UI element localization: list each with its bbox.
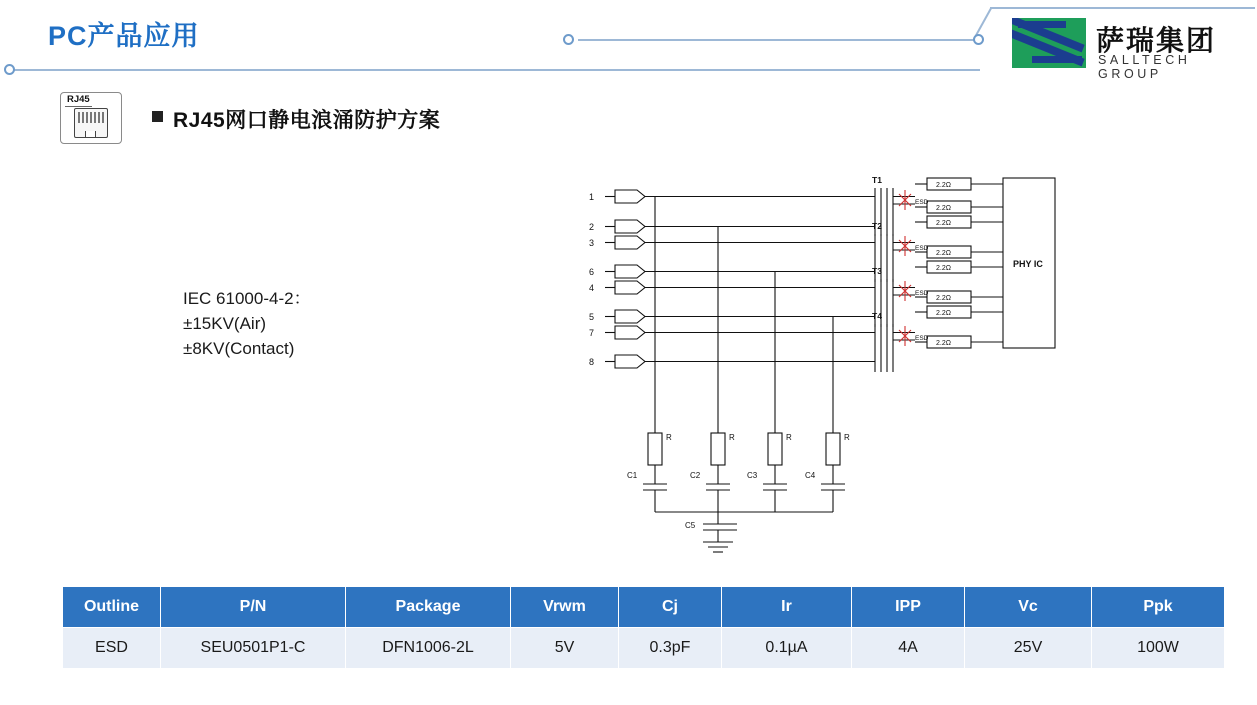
table-header-package: Package xyxy=(346,587,511,628)
cell-ipp: 4A xyxy=(852,628,965,669)
rc-network xyxy=(648,433,840,465)
transformer-label-t4: T4 xyxy=(872,311,882,321)
resistor-ref-1: R xyxy=(666,433,672,442)
resistor-ref-4: R xyxy=(844,433,850,442)
transformer-label-t3: T3 xyxy=(872,266,882,276)
resistor-value-7: 2.2Ω xyxy=(936,310,951,317)
cap-label-c2: C2 xyxy=(690,471,701,480)
section-bullet-icon xyxy=(152,111,163,122)
cap-label-c5: C5 xyxy=(685,521,696,530)
resistor-value-1: 2.2Ω xyxy=(936,182,951,189)
pin-label-7: 7 xyxy=(589,328,595,338)
cap-label-c1: C1 xyxy=(627,471,638,480)
header-rule-bottom xyxy=(10,69,980,71)
table-header-ir: Ir xyxy=(722,587,852,628)
rj45-protection-schematic xyxy=(575,168,1075,558)
logo-mark-icon xyxy=(1012,18,1086,68)
rj45-icon-body xyxy=(74,108,108,138)
esd-label-2: ESD xyxy=(915,245,929,252)
esd-label-4: ESD xyxy=(915,335,929,342)
table-header-vrwm: Vrwm xyxy=(511,587,619,628)
table-header-vc: Vc xyxy=(965,587,1092,628)
table-header-row xyxy=(63,587,1225,628)
connector-pins xyxy=(615,190,645,368)
table-header-ipp: IPP xyxy=(852,587,965,628)
header-rule-top xyxy=(990,7,1255,9)
spec-note-line-2: ±15KV(Air) xyxy=(183,314,267,333)
cell-cj: 0.3pF xyxy=(619,628,722,669)
page-title: PC产品应用 xyxy=(48,21,200,51)
resistor-value-3: 2.2Ω xyxy=(936,220,951,227)
resistor-value-4: 2.2Ω xyxy=(936,250,951,257)
esd-devices xyxy=(899,190,911,346)
decorative-node-right-icon xyxy=(973,34,984,45)
cell-ir: 0.1µA xyxy=(722,628,852,669)
company-logo xyxy=(1012,18,1245,81)
transformer-label-t1: T1 xyxy=(872,175,882,185)
series-resistors xyxy=(927,178,971,348)
cell-ppk: 100W xyxy=(1092,628,1225,669)
transformer-label-t2: T2 xyxy=(872,221,882,231)
specification-table xyxy=(62,586,1225,669)
pin-label-5: 5 xyxy=(589,312,595,322)
decorative-node-left-icon xyxy=(4,64,15,75)
rj45-connector-icon xyxy=(60,92,122,144)
pin-label-8: 8 xyxy=(589,357,595,367)
table-header-pn: P/N xyxy=(161,587,346,628)
resistor-value-2: 2.2Ω xyxy=(936,205,951,212)
pin-label-1: 1 xyxy=(589,192,595,202)
cell-vrwm: 5V xyxy=(511,628,619,669)
resistor-ref-3: R xyxy=(786,433,792,442)
cell-package: DFN1006-2L xyxy=(346,628,511,669)
cell-vc: 25V xyxy=(965,628,1092,669)
spec-note-line-1: IEC 61000-4-2： xyxy=(183,289,311,308)
pin-label-6: 6 xyxy=(589,267,595,277)
transformer-T4 xyxy=(875,324,915,372)
phy-ic-label: PHY IC xyxy=(1013,259,1043,269)
cap-label-c3: C3 xyxy=(747,471,758,480)
logo-chinese-name: 萨瑞集团 xyxy=(1096,25,1217,56)
spec-note xyxy=(183,286,311,361)
table-header-cj: Cj xyxy=(619,587,722,628)
header-rule-middle xyxy=(578,39,980,41)
pin-label-3: 3 xyxy=(589,238,595,248)
spec-note-line-3: ±8KV(Contact) xyxy=(183,339,295,358)
resistor-value-5: 2.2Ω xyxy=(936,265,951,272)
rj45-icon-label: RJ45 xyxy=(67,94,90,105)
resistor-value-6: 2.2Ω xyxy=(936,295,951,302)
resistor-value-8: 2.2Ω xyxy=(936,340,951,347)
cell-outline: ESD xyxy=(63,628,161,669)
esd-label-1: ESD xyxy=(915,199,929,206)
pin-label-4: 4 xyxy=(589,283,595,293)
table-header-ppk: Ppk xyxy=(1092,587,1225,628)
cell-pn: SEU0501P1-C xyxy=(161,628,346,669)
section-title: RJ45网口静电浪涌防护方案 xyxy=(173,109,441,132)
table-row xyxy=(63,628,1225,669)
resistor-ref-2: R xyxy=(729,433,735,442)
esd-label-3: ESD xyxy=(915,290,929,297)
cap-label-c4: C4 xyxy=(805,471,816,480)
logo-english-name: SALLTECH GROUP xyxy=(1098,53,1191,81)
pin-label-2: 2 xyxy=(589,222,595,232)
decorative-node-middle-icon xyxy=(563,34,574,45)
table-header-outline: Outline xyxy=(63,587,161,628)
